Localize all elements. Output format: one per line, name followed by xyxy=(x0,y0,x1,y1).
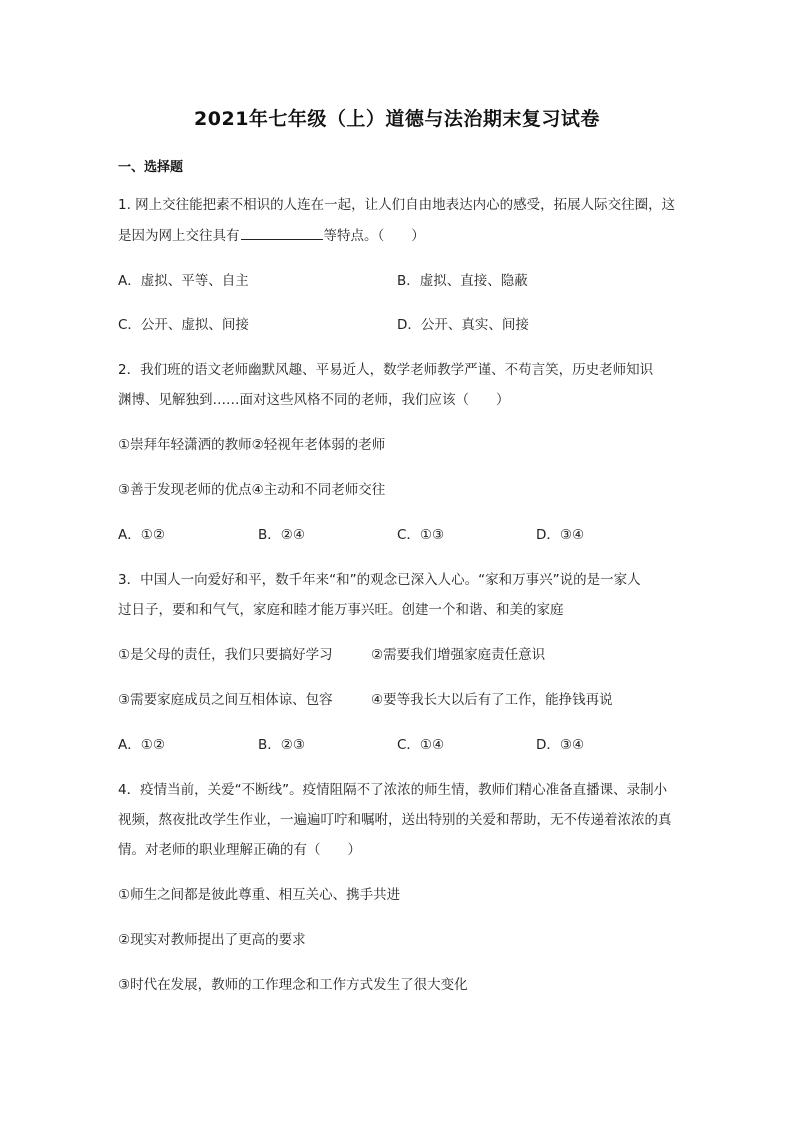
q3-statement-2: ②需要我们增强家庭责任意识 xyxy=(371,647,546,663)
q3-statement-3: ③需要家庭成员之间互相体谅、包容 xyxy=(118,692,333,708)
q3-option-d: D．③④ xyxy=(536,737,585,753)
page-title: 2021年七年级（上）道德与法治期末复习试卷 xyxy=(194,108,600,130)
q2-option-d: D．③④ xyxy=(536,527,585,543)
q4-statement-2: ②现实对教师提出了更高的要求 xyxy=(118,932,306,948)
q1-stem-line-1: 1. 网上交往能把素不相识的人连在一起，让人们自由地表达内心的感受，拓展人际交往圈，这 xyxy=(118,197,676,213)
q4-statement-3: ③时代在发展，教师的工作理念和工作方式发生了很大变化 xyxy=(118,977,468,993)
q2-option-b: B．②④ xyxy=(258,527,305,543)
q1-option-d: D．公开、真实、间接 xyxy=(397,317,529,333)
q1-stem-prefix: 是因为网上交往具有 xyxy=(118,228,240,244)
q4-stem-line-2: 视频，熬夜批改学生作业，一遍遍叮咛和嘱咐，送出特别的关爱和帮助，无不传递着浓浓的真 xyxy=(118,812,672,828)
q3-stem-line-1: 3．中国人一向爱好和平，数千年来“和”的观念已深入人心。“家和万事兴”说的是一家人 xyxy=(118,572,641,588)
q2-stem-line-1: 2．我们班的语文老师幽默风趣、平易近人，数学老师教学严谨、不苟言笑，历史老师知识 xyxy=(118,362,654,378)
q4-statement-1: ①师生之间都是彼此尊重、相互关心、携手共进 xyxy=(118,887,401,903)
q1-stem-suffix: 等特点。（ ） xyxy=(323,228,425,244)
q2-option-a: A．①② xyxy=(118,527,165,543)
q3-statement-1: ①是父母的责任，我们只要搞好学习 xyxy=(118,647,333,663)
q3-option-c: C．①④ xyxy=(397,737,445,753)
q2-stem-line-2: 渊博、见解独到……面对这些风格不同的老师，我们应该（ ） xyxy=(118,392,510,408)
section-heading: 一、选择题 xyxy=(118,160,184,175)
q3-stem-line-2: 过日子，要和和气气，家庭和睦才能万事兴旺。创建一个和谐、和美的家庭 xyxy=(118,602,564,618)
q3-option-b: B．②③ xyxy=(258,737,305,753)
q2-statement-1: ①崇拜年轻潇洒的教师②轻视年老体弱的老师 xyxy=(118,437,386,453)
q3-statement-4: ④要等我长大以后有了工作，能挣钱再说 xyxy=(371,692,613,708)
q1-answer-blank xyxy=(241,226,323,240)
q2-option-c: C．①③ xyxy=(397,527,445,543)
q2-statement-2: ③善于发现老师的优点④主动和不同老师交往 xyxy=(118,482,386,498)
q1-stem-line-2 xyxy=(118,226,425,245)
q4-stem-line-3: 情。对老师的职业理解正确的有（ ） xyxy=(118,842,361,858)
q1-option-c: C．公开、虚拟、间接 xyxy=(118,317,249,333)
q1-option-b: B．虚拟、直接、隐蔽 xyxy=(397,273,528,289)
q1-option-a: A．虚拟、平等、自主 xyxy=(118,273,249,289)
q4-stem-line-1: 4．疫情当前，关爱“不断线”。疫情阻隔不了浓浓的师生情，教师们精心准备直播课、录制小 xyxy=(118,782,668,798)
q3-option-a: A．①② xyxy=(118,737,165,753)
